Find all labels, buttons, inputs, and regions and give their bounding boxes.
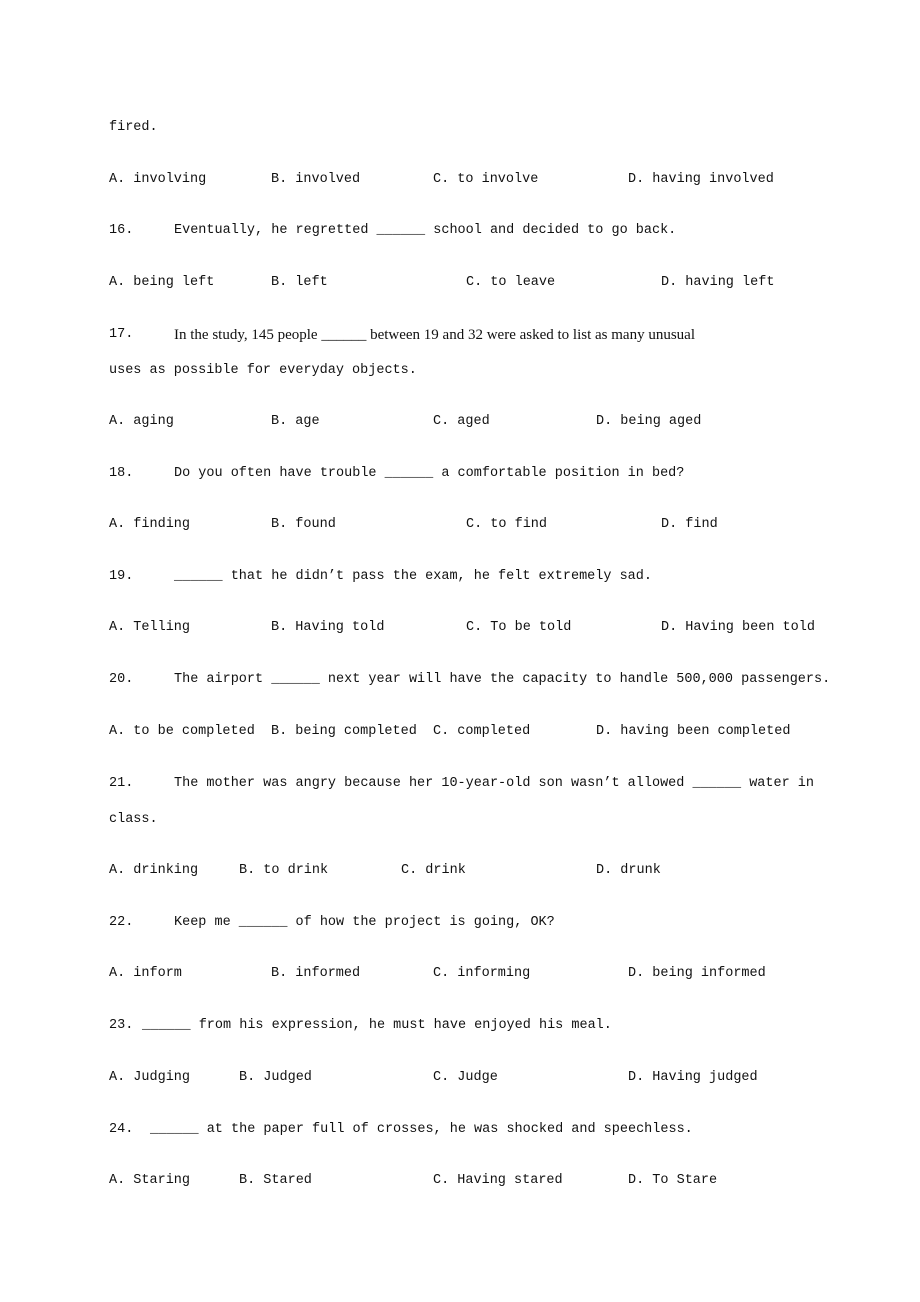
- answer-option: D. To Stare: [628, 1173, 718, 1188]
- answer-option: B. found: [271, 517, 336, 532]
- answer-option: C. drink: [401, 863, 466, 878]
- answer-option: A. Staring: [109, 1173, 191, 1188]
- answer-option: B. informed: [271, 966, 361, 981]
- answer-option: C. Having stared: [433, 1173, 563, 1188]
- answer-option: A. to be completed: [109, 724, 255, 739]
- question-number: 16.: [109, 223, 134, 238]
- question-text: ______ at the paper full of crosses, he was shocked and speechless.: [150, 1122, 693, 1137]
- answer-option: C. completed: [433, 724, 531, 739]
- answer-option: B. Judged: [239, 1070, 312, 1085]
- question-number: 21.: [109, 776, 134, 791]
- answer-option: A. being left: [109, 275, 215, 290]
- question-text: Eventually, he regretted ______ school and decided to go back.: [174, 223, 677, 238]
- answer-option: D. having involved: [628, 172, 774, 187]
- answer-option: C. to leave: [466, 275, 556, 290]
- answer-option: B. left: [271, 275, 328, 290]
- question-text: The mother was angry because her 10-year-old son wasn’t allowed ______ water in: [174, 776, 815, 791]
- answer-option: C. informing: [433, 966, 531, 981]
- answer-option: D. Having been told: [661, 620, 815, 635]
- question-number: 19.: [109, 569, 134, 584]
- answer-option: A. involving: [109, 172, 207, 187]
- question-text: The airport ______ next year will have the capacity to handle 500,000 passengers.: [174, 672, 831, 687]
- answer-option: D. drunk: [596, 863, 661, 878]
- answer-option: B. Stared: [239, 1173, 312, 1188]
- question-number: 23.: [109, 1018, 134, 1033]
- answer-option: D. being aged: [596, 414, 702, 429]
- answer-option: B. involved: [271, 172, 361, 187]
- answer-option: B. age: [271, 414, 320, 429]
- answer-option: D. find: [661, 517, 718, 532]
- question-text: Do you often have trouble ______ a comfortable position in bed?: [174, 466, 685, 481]
- answer-option: C. aged: [433, 414, 490, 429]
- answer-option: A. Telling: [109, 620, 191, 635]
- answer-option: D. being informed: [628, 966, 766, 981]
- answer-option: A. aging: [109, 414, 174, 429]
- answer-option: C. to find: [466, 517, 548, 532]
- question-text: ______ from his expression, he must have enjoyed his meal.: [142, 1018, 612, 1033]
- answer-option: A. finding: [109, 517, 191, 532]
- question-number: 22.: [109, 915, 134, 930]
- question-continuation: uses as possible for everyday objects.: [109, 363, 417, 378]
- question-number: 20.: [109, 672, 134, 687]
- answer-option: D. Having judged: [628, 1070, 758, 1085]
- answer-option: C. Judge: [433, 1070, 498, 1085]
- question-number: 24.: [109, 1122, 134, 1137]
- answer-option: C. to involve: [433, 172, 539, 187]
- answer-option: C. To be told: [466, 620, 572, 635]
- question-number: 17.: [109, 327, 134, 342]
- answer-option: A. Judging: [109, 1070, 191, 1085]
- answer-option: D. having been completed: [596, 724, 791, 739]
- answer-option: B. Having told: [271, 620, 385, 635]
- answer-option: D. having left: [661, 275, 775, 290]
- answer-option: A. inform: [109, 966, 182, 981]
- question-text: Keep me ______ of how the project is going, OK?: [174, 915, 555, 930]
- answer-option: A. drinking: [109, 863, 199, 878]
- question-continuation: class.: [109, 812, 158, 827]
- answer-option: B. to drink: [239, 863, 329, 878]
- question-number: 18.: [109, 466, 134, 481]
- question-text: In the study, 145 people ______ between 19 and 32 were asked to list as many unusual: [174, 327, 696, 343]
- question-text: ______ that he didn’t pass the exam, he felt extremely sad.: [174, 569, 652, 584]
- question-continuation: fired.: [109, 120, 158, 135]
- answer-option: B. being completed: [271, 724, 417, 739]
